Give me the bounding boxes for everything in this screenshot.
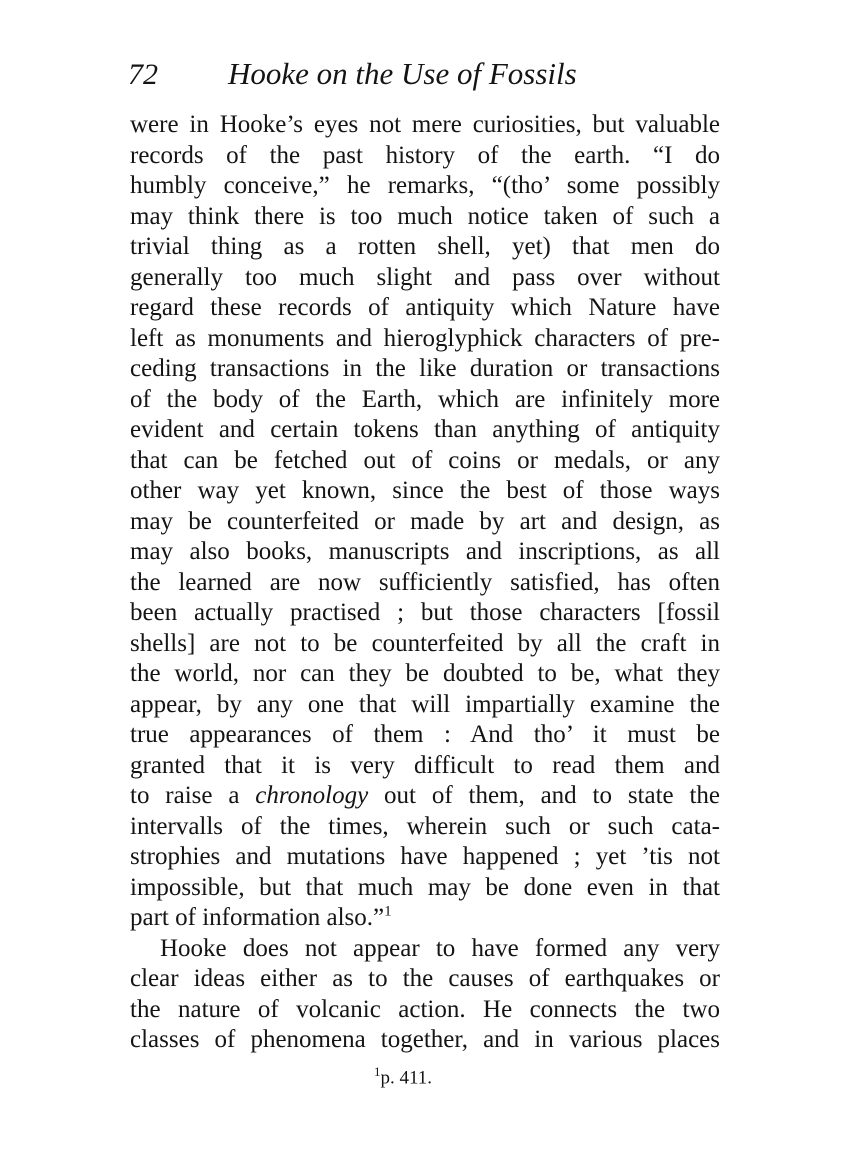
body-text: [130, 110, 720, 1056]
footnote-mark: 1: [374, 1064, 381, 1079]
text-line: the world, nor can they be doubted to be, what they: [130, 660, 720, 687]
text-line: that can be fetched out of coins or medals, or any: [130, 446, 720, 474]
text-line: were in Hooke’s eyes not mere curiosities, but valuable: [130, 111, 720, 138]
text-line: been actually practised ; but those characters [fossil: [130, 599, 720, 626]
text-line: the nature of volcanic action. He connects the two: [130, 995, 720, 1023]
text-line: part of information also.”$^1$: [130, 903, 392, 931]
text-line: trivial thing as a rotten shell, yet) that men do: [130, 233, 720, 260]
text-line: other way yet known, since the best of those ways: [130, 477, 720, 504]
text-line: may also books, manuscripts and inscriptions, as all: [130, 538, 720, 565]
text-line: strophies and mutations have happened ; yet ’tis not: [130, 843, 720, 870]
paragraph-1-continued: [130, 812, 720, 904]
text-line: to raise a chronology out of them, and to state the: [130, 782, 721, 809]
page-number: 72: [128, 58, 158, 91]
text-line: records of the past history of the earth. “I do: [130, 141, 720, 169]
text-line: Hooke does not appear to have formed any very: [160, 934, 720, 962]
text-line: regard these records of antiquity which Nature have: [130, 294, 720, 321]
text-line: evident and certain tokens than anything of antiquity: [130, 416, 720, 443]
text-line: may be counterfeited or made by art and design, as: [130, 507, 720, 535]
text-line: left as monuments and hieroglyphick characters of pre-: [130, 324, 720, 352]
footnote-reference: 1: [384, 903, 392, 920]
text-line: impossible, but that much may be done even in that: [130, 873, 720, 901]
italic-word: chronology: [255, 782, 369, 809]
text-line: of the body of the Earth, which are infinitely more: [130, 385, 720, 413]
running-header: [128, 56, 728, 106]
paragraph-1: [130, 110, 720, 781]
running-title: Hooke on the Use of Fossils: [228, 56, 577, 91]
text-line: granted that it is very difficult to read them and: [130, 751, 720, 779]
footnote-text: p. 411.: [380, 1067, 433, 1089]
text-line: classes of phenomena together, and in various places: [130, 1026, 720, 1053]
text-line: intervalls of the times, wherein such or such cata-: [130, 812, 720, 840]
text-line: may think there is too much notice taken of such a: [130, 202, 720, 230]
text-line: appear, by any one that will impartially examine the: [130, 690, 720, 718]
text-line: generally too much slight and pass over without: [130, 263, 720, 291]
text-line: ceding transactions in the like duration or transactions: [130, 355, 720, 382]
text-line: humbly conceive,” he remarks, “(tho’ some possibly: [130, 172, 720, 199]
text-line: true appearances of them : And tho’ it must be: [130, 721, 720, 748]
paragraph-2: [130, 934, 720, 1056]
text-line: the learned are now sufficiently satisfied, has often: [130, 568, 720, 596]
footnote: [374, 1064, 432, 1089]
text-line: shells] are not to be counterfeited by all the craft in: [130, 629, 720, 657]
text-line: clear ideas either as to the causes of earthquakes or: [130, 965, 720, 992]
